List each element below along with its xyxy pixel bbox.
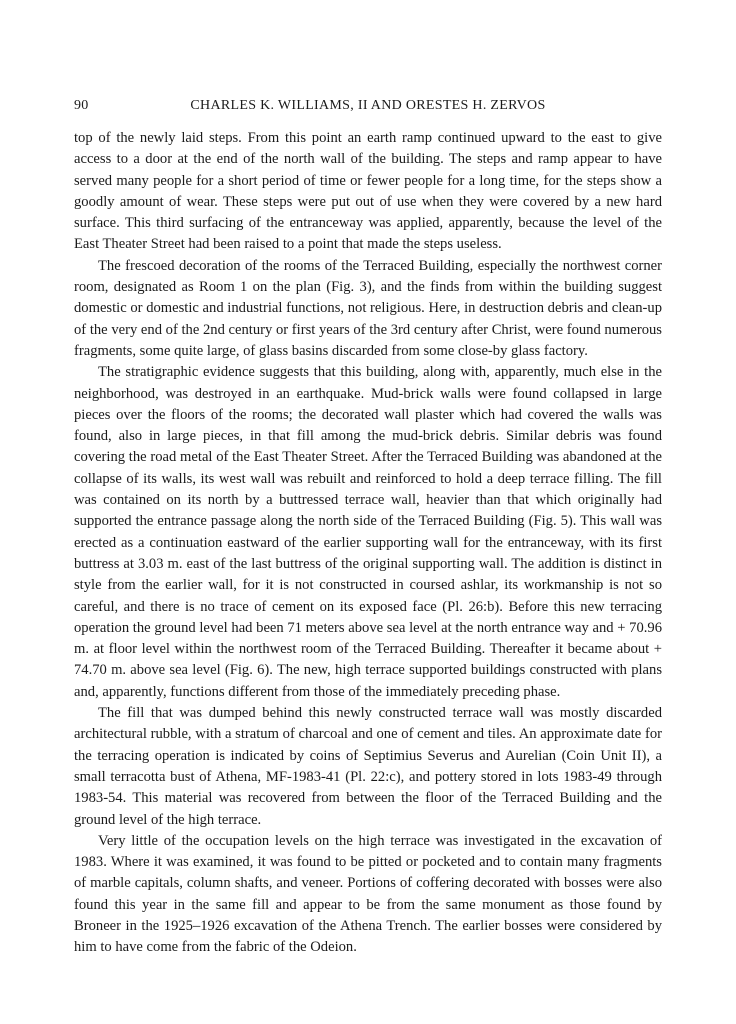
document-page bbox=[74, 96, 662, 959]
paragraph-high-terrace: Very little of the occupation levels on the high terrace was investigated in the excavation of 1983. Where it was examined, it was found to be pitted or pocketed and to contain many fragments of marble capitals, column shafts, and veneer. Portions of coffering decorated with bosses were also found this year in the same fill and appear to be from the same monument as those found by Broneer in the 1925–1926 excavation of the Athena Trench. The earlier bosses were considered by him to have come from the fabric of the Odeion. bbox=[74, 832, 662, 956]
body-text bbox=[74, 128, 662, 959]
paragraph-terrace-fill: The fill that was dumped behind this newly constructed terrace wall was mostly discarded architectural rubble, with a stratum of charcoal and one of cement and tiles. An approximate date for the terracing operation is indicated by coins of Septimius Severus and Aurelian (Coin Unit II), a small terracotta bust of Athena, MF-1983-41 (Pl. 22:c), and pottery stored in lots 1983-49 through 1983-54. This material was recovered from between the floor of the Terraced Building and the ground level of the high terrace. bbox=[74, 705, 662, 828]
running-title: CHARLES K. WILLIAMS, II AND ORESTES H. ZERVOS bbox=[190, 98, 546, 113]
paragraph-stratigraphic-evidence: The stratigraphic evidence suggests that this building, along with, apparently, much else in the neighborhood, was destroyed in an earthquake. Mud-brick walls were found collapsed in large pieces over the floors of the rooms; the decorated wall plaster which had covered the walls was found, also in large pieces, in that fill among the mud-brick debris. Similar debris was found covering the road metal of the East Theater Street. After the Terraced Building was abandoned at the collapse of its walls, its west wall was rebuilt and reinforced to hold a deep terrace filling. The fill was contained on its north by a buttressed terrace wall, heavier than that which originally had supported the entrance passage along the north side of the Terraced Building (Fig. 5). This wall was erected as a continuation eastward of the earlier supporting wall for the entranceway, with its first buttress at 3.03 m. east of the last buttress of the original supporting wall. The addition is distinct in style from the earlier wall, for it is not constructed in coursed ashlar, its workmanship is not so careful, and there is no trace of cement on its exposed face (Pl. 26:b). Before this new terracing operation the ground level had been 71 meters above sea level at the north entrance way and + 70.96 m. at floor level within the northwest room of the Terraced Building. Thereafter it became about + 74.70 m. above sea level (Fig. 6). The new, high terrace supported buildings constructed with plans and, apparently, functions different from those of the immediately preceding phase. bbox=[74, 364, 662, 700]
running-head bbox=[74, 96, 662, 116]
paragraph-continued: top of the newly laid steps. From this point an earth ramp continued upward to the east to give access to a door at the end of the north wall of the building. The steps and ramp appear to have served many people for a short period of time or fewer people for a long time, for the steps show a goodly amount of wear. These steps were put out of use when they were covered by a new hard surface. This third surfacing of the entranceway was applied, apparently, because the level of the East Theater Street had been raised to a point that made the steps useless. bbox=[74, 130, 662, 253]
page-number: 90 bbox=[74, 98, 89, 113]
paragraph-frescoed-decoration: The frescoed decoration of the rooms of the Terraced Building, especially the northwest corner room, designated as Room 1 on the plan (Fig. 3), and the finds from within the building suggest domestic or domestic and industrial functions, not religious. Here, in destruction debris and clean-up of the very end of the 2nd century or first years of the 3rd century after Christ, were found numerous fragments, some quite large, of glass basins discarded from some close-by glass factory. bbox=[74, 257, 662, 359]
